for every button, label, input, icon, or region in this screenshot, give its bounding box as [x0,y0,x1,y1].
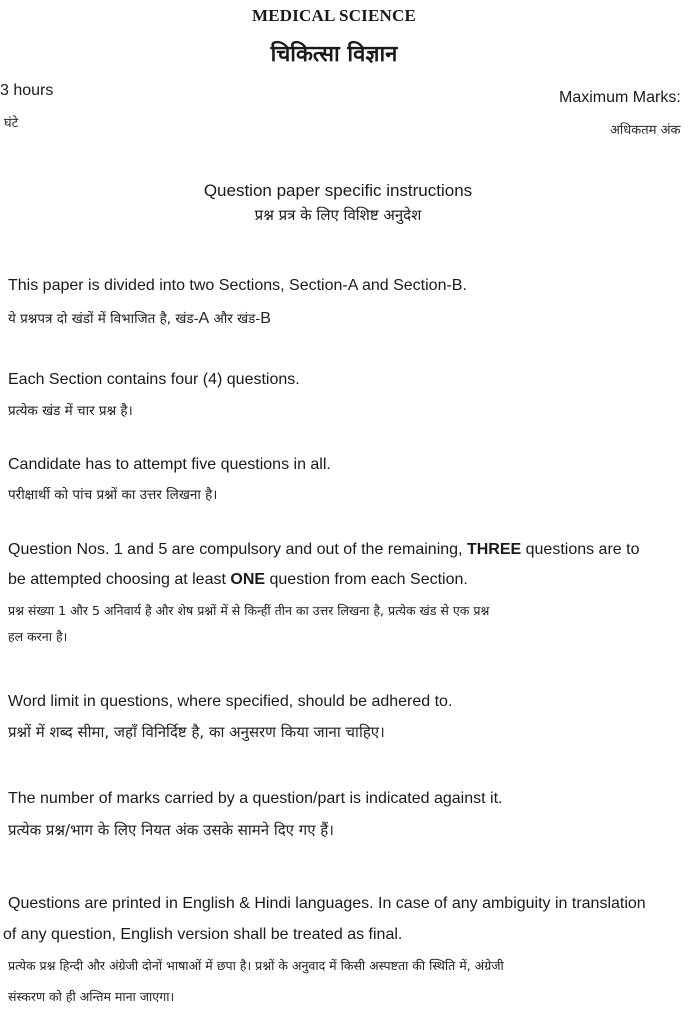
instruction-7-hindi-line-1: प्रत्येक प्रश्न हिन्दी और अंग्रेजी दोनों भाषाओं में छपा है। प्रश्नों के अनुवाद में किसी अस्पष्टता की स्थिति में, अंग्रेजी [8,958,504,973]
instruction-7-english-line-2: of any question, English version shall be treated as final. [3,926,403,943]
instruction-7-english-line-1: Questions are printed in English & Hindi languages. In case of any ambiguity in translation [8,895,646,912]
time-duration: 3 hours [0,82,54,99]
instruction-4-english-line-2: be attempted choosing at least ONE question from each Section. [8,571,468,588]
instruction-1-hindi: ये प्रश्नपत्र दो खंडों में विभाजित है, खंड-A और खंड-B [8,310,271,327]
instruction-4-hindi-line-1: प्रश्न संख्या 1 और 5 अनिवार्य है और शेष प्रश्नों में से किन्हीं तीन का उत्तर लिखना है, प्रत्येक खंड से एक प्रश्न [8,603,490,618]
instruction-1-english: This paper is divided into two Sections, Section-A and Section-B. [8,277,467,294]
instruction-5-english: Word limit in questions, where specified, should be adhered to. [8,693,453,710]
time-duration-hindi: घंटे [4,116,19,131]
instruction-6-english: The number of marks carried by a question/part is indicated against it. [8,790,503,807]
maximum-marks-label: Maximum Marks: [559,89,681,106]
subject-title-english: MEDICAL SCIENCE [251,6,417,25]
subject-title-hindi: चिकित्सा विज्ञान [270,42,398,67]
instruction-4-hindi-line-2: हल करना है। [8,629,68,644]
instruction-3-hindi: परीक्षार्थी को पांच प्रश्नों का उत्तर लिखना है। [8,487,218,503]
instruction-7-hindi-line-2: संस्करण को ही अन्तिम माना जाएगा। [8,989,175,1004]
instruction-2-hindi: प्रत्येक खंड में चार प्रश्न है। [8,403,133,419]
instruction-6-hindi: प्रत्येक प्रश्न/भाग के लिए नियत अंक उसके सामने दिए गए हैं। [8,821,334,839]
instructions-heading: Question paper specific instructions [203,181,473,200]
instruction-4-english-line-1: Question Nos. 1 and 5 are compulsory and out of the remaining, THREE questions are to [8,541,640,558]
maximum-marks-label-hindi: अधिकतम अंक [610,123,681,138]
instructions-heading-hindi: प्रश्न प्रत्र के लिए विशिष्ट अनुदेश [254,206,422,224]
instruction-3-english: Candidate has to attempt five questions in all. [8,456,331,473]
instruction-5-hindi: प्रश्नों में शब्द सीमा, जहाँ विनिर्दिष्ट है, का अनुसरण किया जाना चाहिए। [8,723,385,741]
instruction-2-english: Each Section contains four (4) questions. [8,371,300,388]
